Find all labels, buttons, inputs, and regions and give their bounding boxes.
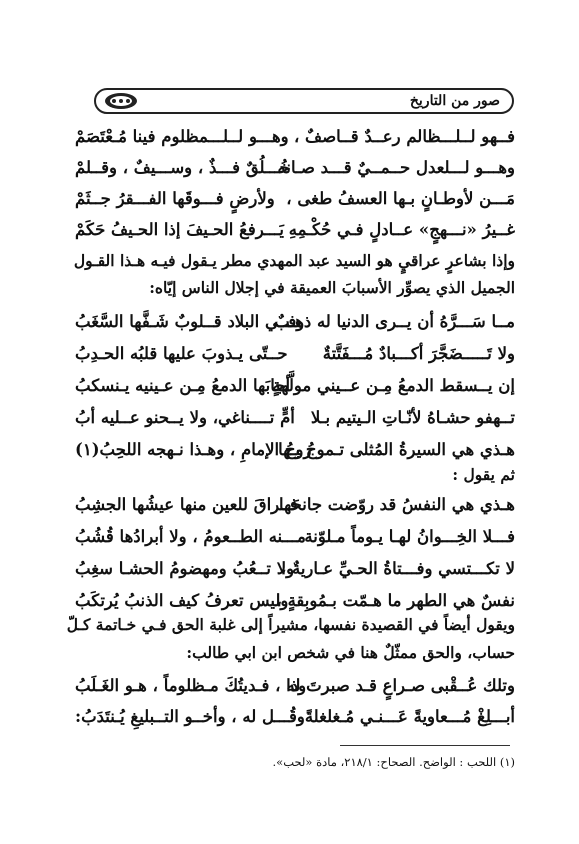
verse-line [75,121,515,153]
verse-first-hemistich: هـذي هي النفسُ قد روّضت جانحَها [278,495,515,514]
verse-second-hemistich: وهـــو لــلـــمظلوم فينا مُـعْتَصَمْ [75,127,289,146]
verse-second-hemistich: مـــنه الطــعومُ ، ولا أبرادُها قُشُبُ [75,527,306,546]
header-title: صور من التاريخ [409,93,500,109]
ornament-icon [104,92,138,110]
prose-line: حساب، والحق ممثّلٌ هنا في شخص ابن ابي طالب: [186,643,515,662]
verse-second-hemistich: وليس تعرفُ كيف الذنبُ يُرتكَبُ [75,591,289,610]
verse-line [75,670,515,702]
verse-second-hemistich: وفــي البلاد قــلوبٌ شَـفَّها السَّغَبُ [75,312,305,331]
verse-second-hemistich: حــتّى يـذوبَ عليها قلبُه الحـدِبُ [75,344,288,363]
verse-first-hemistich: أبـــلِغْ مُـــعاويةً عَـــنـي مُـغلغلةً [304,707,515,726]
verse-line [75,489,515,521]
verse-first-hemistich: فـــلا الخِـــوانُ لهـا يـوماً مـلوّنة [304,527,515,546]
verse-first-hemistich: مــا سَـــرَّهُ أن يــرى الدنيا له ذهـبٌ [274,312,515,331]
verse-first-hemistich: فــهو لــلـــظالم رعــدٌ قــاصفٌ ، [293,127,515,146]
verse-second-hemistich: أجابَها الدمعُ مِـن عـينيه يـنسكبُ [75,376,291,395]
verse-line [75,183,515,215]
footnote-divider [340,745,510,746]
verse-second-hemistich: أمٍّ تــــناغي، ولا يــحنو عــليه أبُ [75,408,295,427]
verse-line [75,214,515,246]
prose-line: ويقول أيضاً في القصيدة نفسها، مشيراً إلى غلبة الحق فـي خـاتمة كـلّ [66,615,515,634]
verse-first-hemistich: ولا تَـــــضَجَّرَ أكـــبادٌ مُـــفَتَّتةٌ [322,344,515,363]
verse-line [75,370,515,402]
footnote: (١) اللحب : الواضح. الصحاح: ٢١٨/١، مادة «لحب». [272,755,515,769]
verse-first-hemistich: نفسٌ هي الطهر ما هـمّت بـمُوبِقةٍ ، [276,591,515,610]
verse-first-hemistich: هـذي هي السيرةُ المُثلى تـموجُ بـها [278,440,515,459]
verse-first-hemistich: إن يــسقط الدمعُ مِـن عــيني مولَّهةٍ [272,376,515,395]
verse-second-hemistich: ولا تــعُبُ ومهضومُ الحشـا سغِبُ [75,559,295,578]
verse-second-hemistich: خُـــلُقٌ فـــذٌ ، وســـيفٌ ، وقــلمْ [75,158,290,177]
verse-first-hemistich: تــهفو حشـاهُ لأنّـاتِ الـيتيم بـلا [310,408,515,427]
verse-first-hemistich: وهـــو لـــلعدل حــمــيٌ قـــد صـانه [277,158,515,177]
verse-second-hemistich: فــراقَ للعين منها عيشُها الجشِبُ [75,495,298,514]
verse-line [75,701,515,733]
verse-line [75,402,515,434]
prose-line: الجميل الذي يصوِّر الأسبابَ العميقة في إجلال الناس إيّاه: [149,278,515,297]
verse-second-hemistich: وقُـــل له ، وأخــو التــبليغِ يُـنتَدَبُ: [75,707,305,726]
running-header [94,88,514,114]
verse-first-hemistich: مَـــن لأوطـانٍ بـها العسفُ طغى ، [286,189,515,208]
verse-second-hemistich: يَـــرفعُ الحـيفَ إذا الحـيفُ حَكَمْ [75,220,284,239]
verse-first-hemistich: لا تكـــتسي وفـــتاةُ الحـيِّ عـاريةٌ ، [280,559,515,578]
verse-line [75,553,515,585]
verse-second-hemistich: ولأرضٍ فـــوقَها الفـــقرُ جــثَمْ [75,189,275,208]
verse-second-hemistich: وذا ، فـديتُكَ مـظلوماً ، هـو الغَـلَبُ [75,676,307,695]
verse-line [75,306,515,338]
verse-first-hemistich: غــيرُ «نـــهجٍ» عــادلٍ فـي حُكْـمِهِ [288,220,515,239]
verse-line [75,521,515,553]
verse-first-hemistich: وتلك عُــقْبى صـراعٍ قـد صبرتَ له [286,676,515,695]
prose-line: ثم يقول : [452,465,515,484]
verse-second-hemistich: روحُ الإمامِ ، وهـذا نـهجه اللحِبُ(١) [75,440,312,459]
verse-line [75,338,515,370]
verse-line [75,152,515,184]
prose-line: وإذا بشاعرٍ عراقيٍ هو السيد عبد المهدي مطر يـقول فيـه هـذا القـول [73,251,515,270]
